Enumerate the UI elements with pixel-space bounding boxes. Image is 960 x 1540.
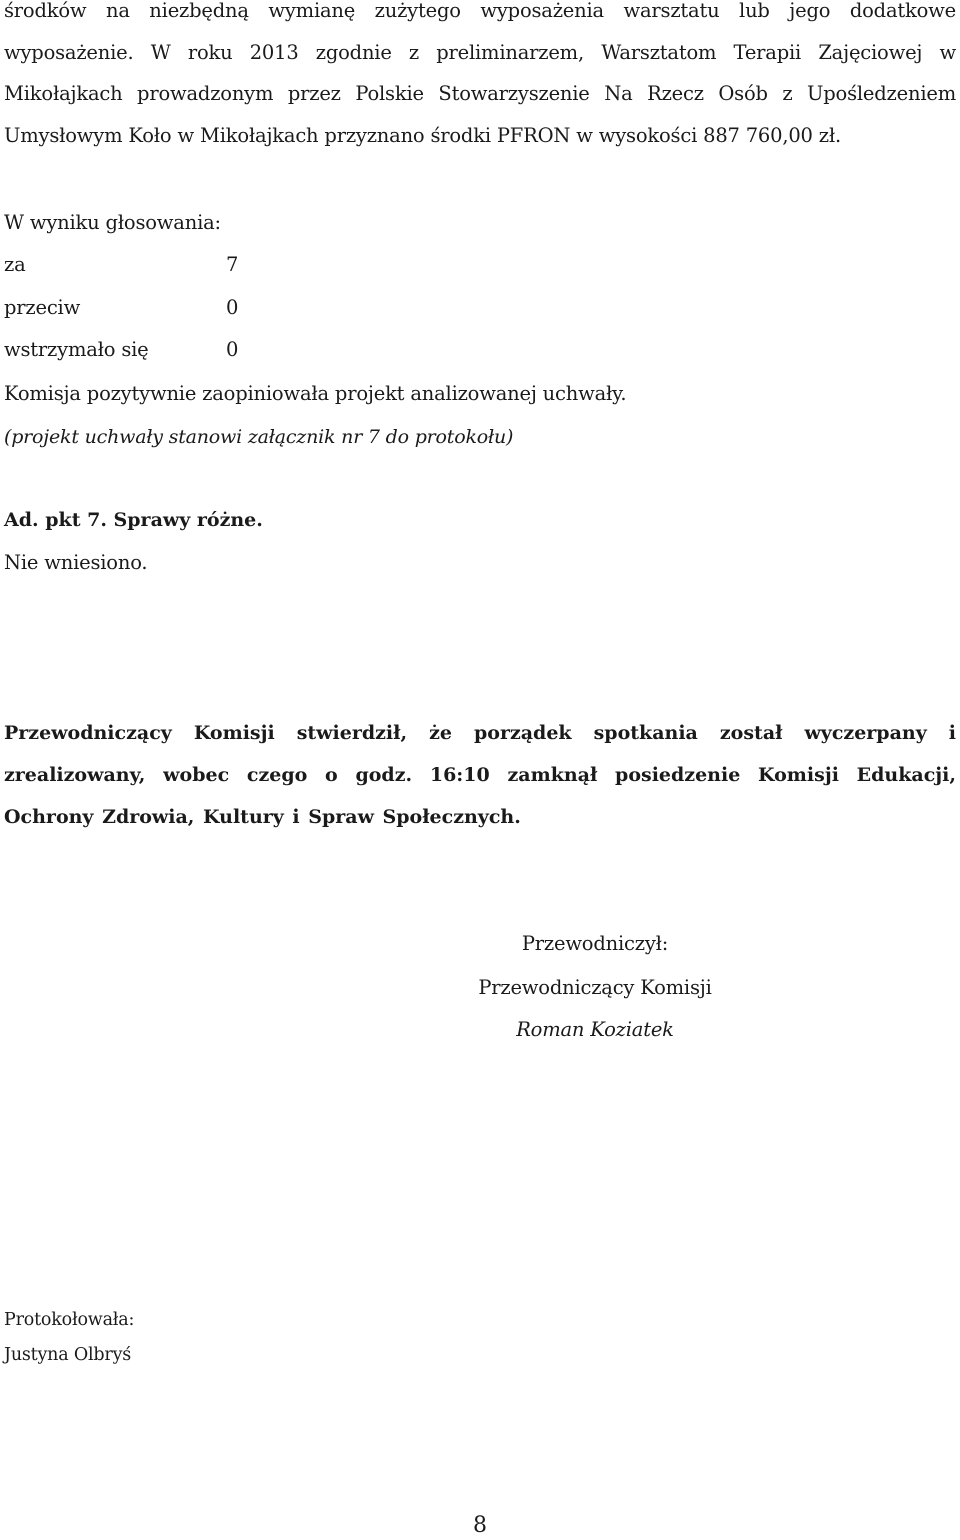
closing-paragraph: Przewodniczący Komisji stwierdził, że porządek spotkania został wyczerpany i zrealizowany, wobec czego o godz. 16:10 zamknął posiedzenie Komisji Edukacji, Ochrony Zdrowia, Kultury i Spraw Społecznych. — [4, 722, 956, 828]
chair-signature-label: Przewodniczył: — [521, 932, 669, 955]
vote-count: 0 — [226, 296, 239, 319]
vote-count: 7 — [226, 253, 239, 276]
minutes-taker-name: Justyna Olbryś — [4, 1345, 132, 1365]
vote-row-for — [4, 251, 304, 279]
attachment-note: (projekt uchwały stanowi załącznik nr 7 do protokołu) — [4, 426, 514, 448]
item7-text: Nie wniesiono. — [4, 551, 148, 574]
vote-count: 0 — [226, 338, 239, 361]
voting-result: Komisja pozytywnie zaopiniowała projekt analizowanej uchwały. — [4, 382, 627, 405]
vote-label: przeciw — [4, 296, 81, 319]
minutes-taker-label: Protokołowała: — [4, 1310, 135, 1330]
voting-heading: W wyniku głosowania: — [4, 211, 221, 234]
chair-signature-name: Roman Koziatek — [516, 1018, 674, 1041]
vote-row-against — [4, 294, 304, 322]
page-number: 8 — [473, 1513, 487, 1538]
vote-label: za — [4, 253, 26, 276]
vote-row-abstained — [4, 336, 304, 364]
intro-paragraph: środków na niezbędną wymianę zużytego wyposażenia warsztatu lub jego dodatkowe wyposażenie. W roku 2013 zgodnie z preliminarzem, Warsztatom Terapii Zajęciowej w Mikołajkach prowadzonym przez Polskie Stowarzyszenie Na Rzecz Osób z Upośledzeniem Umysłowym Koło w Mikołajkach przyznano środki PFRON w wysokości 887 760,00 zł. — [4, 0, 956, 147]
chair-signature-role: Przewodniczący Komisji — [478, 976, 712, 999]
vote-label: wstrzymało się — [4, 338, 149, 361]
item7-heading: Ad. pkt 7. Sprawy różne. — [4, 509, 263, 531]
